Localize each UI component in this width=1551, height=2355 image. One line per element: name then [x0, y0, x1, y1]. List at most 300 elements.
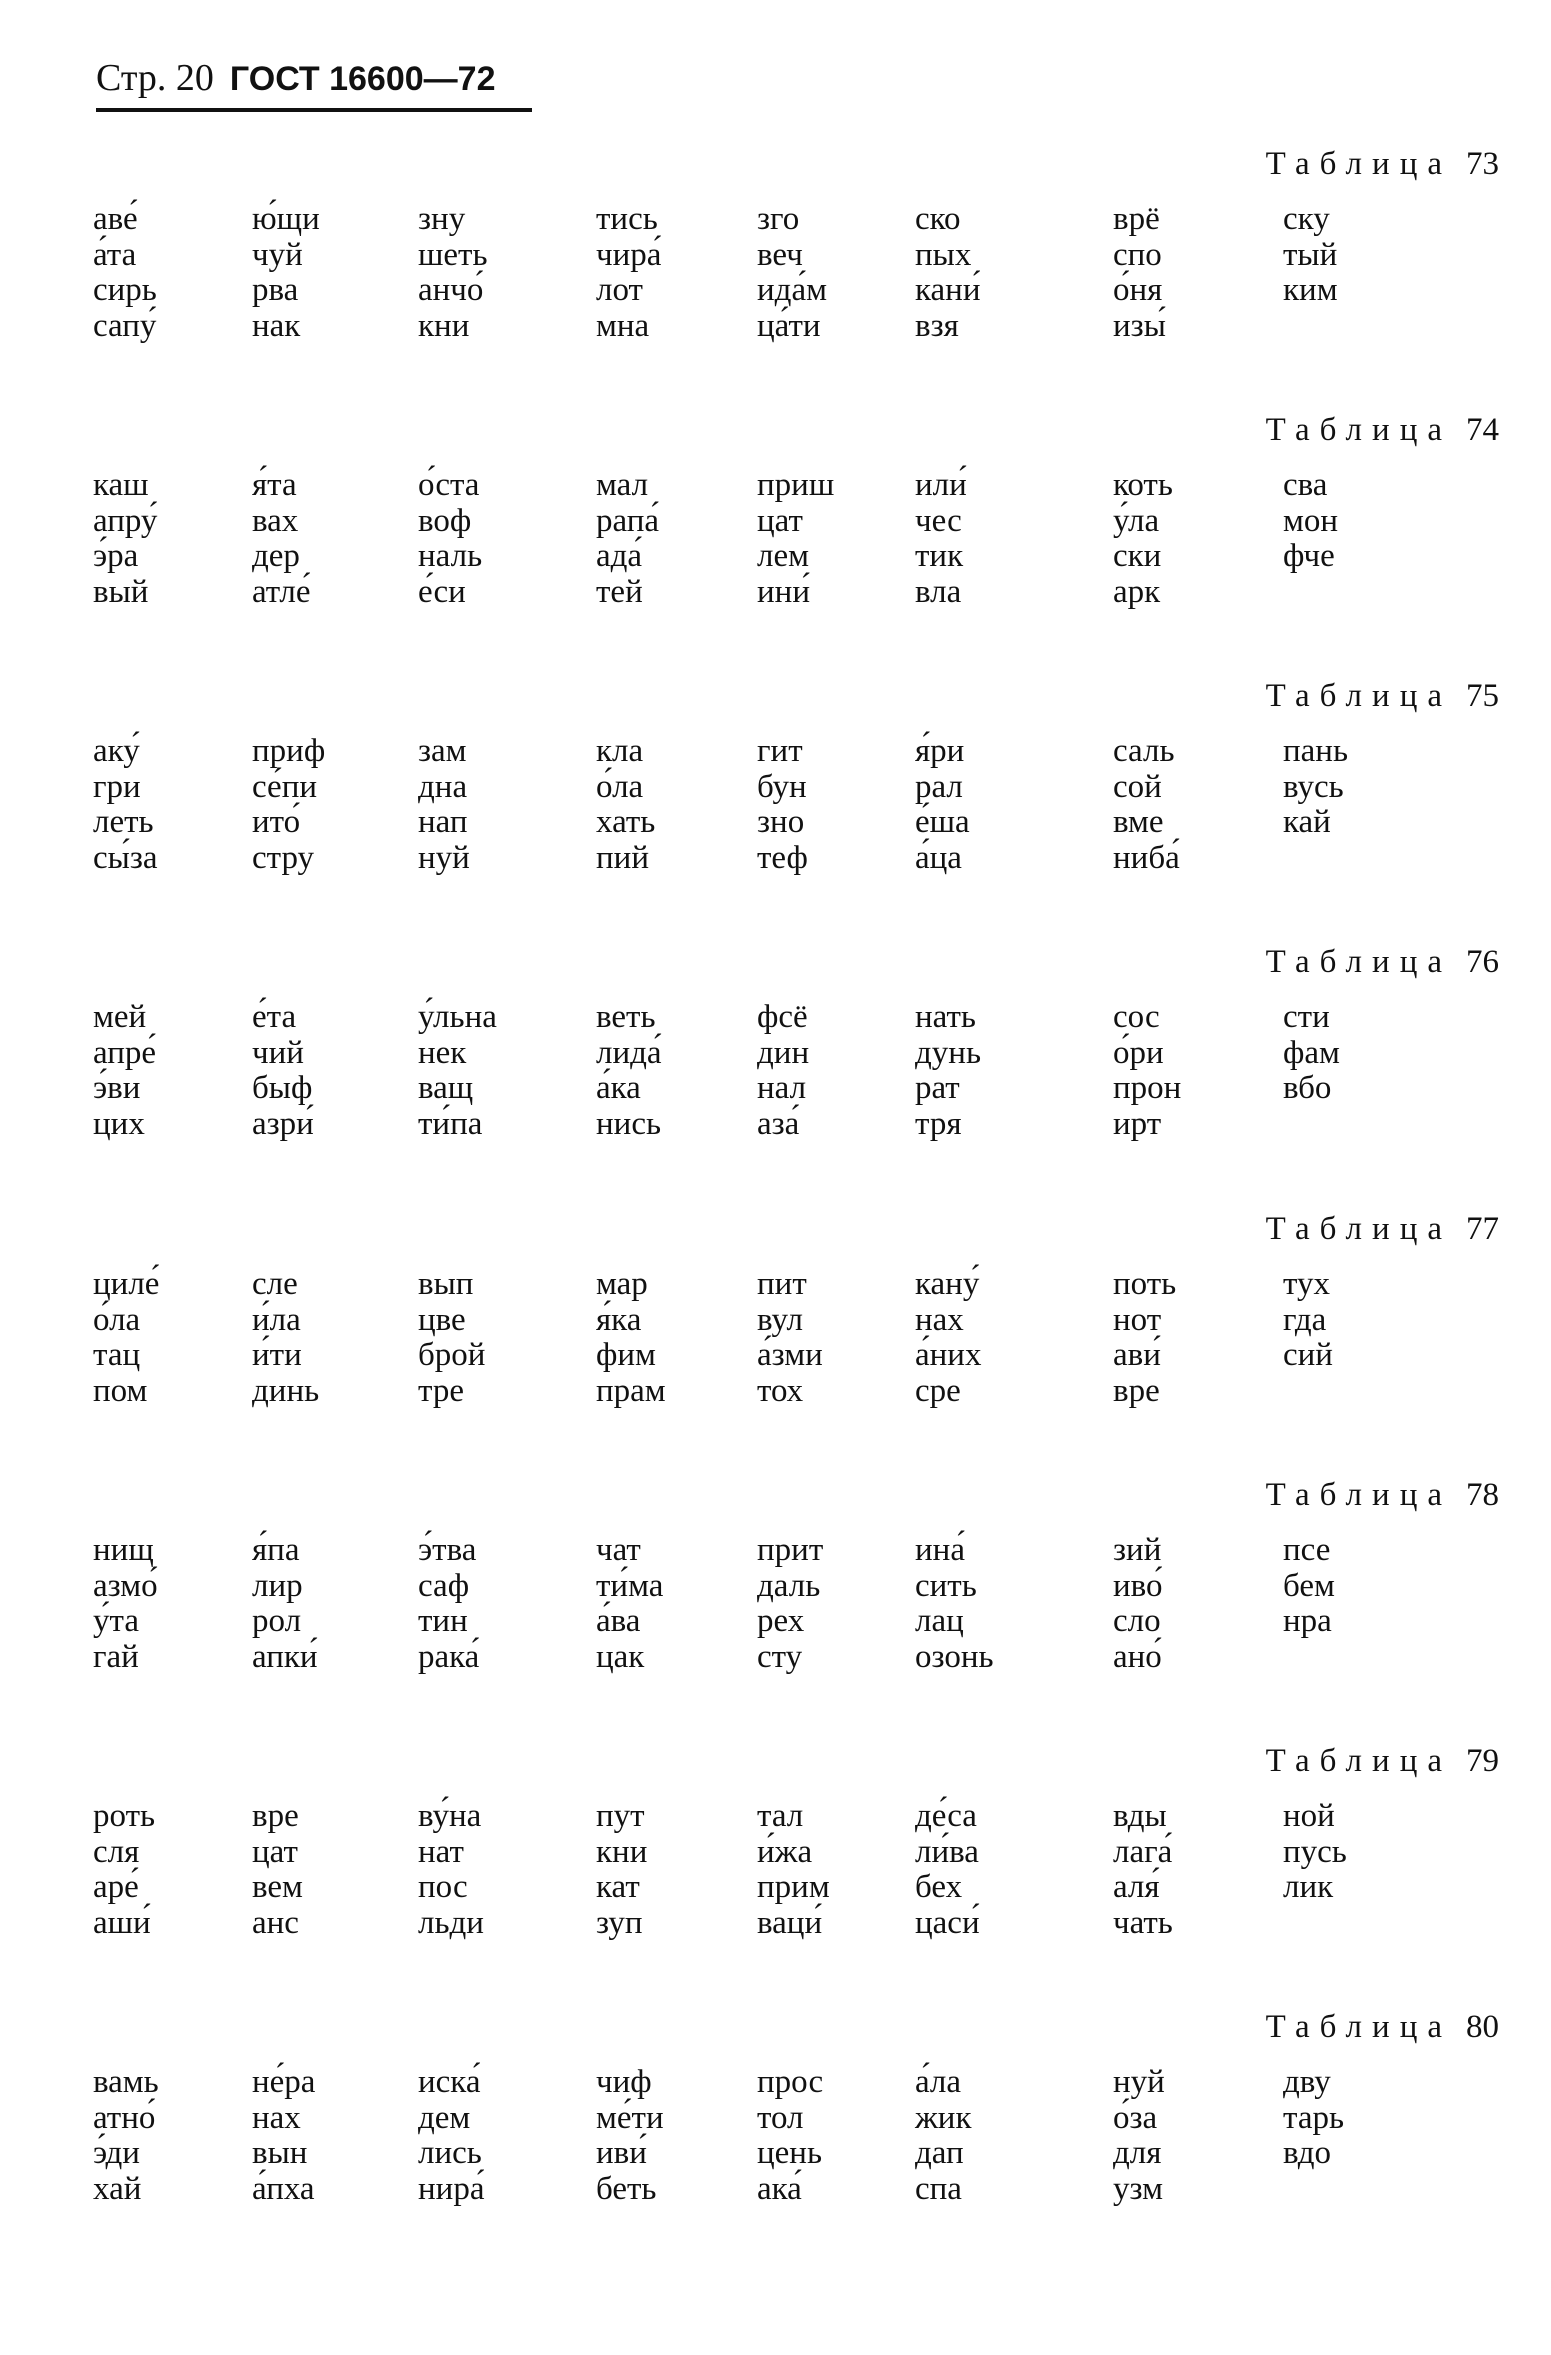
- syllable-cell: зго: [757, 201, 800, 237]
- syllable-cell: я́та: [252, 467, 297, 503]
- syllable-cell: а́зми: [757, 1337, 823, 1373]
- syllable-cell: тря: [915, 1105, 962, 1142]
- syllable-column: [418, 734, 470, 876]
- table-title: [1266, 412, 1499, 449]
- syllable-cell: брой: [418, 1337, 486, 1373]
- syllable-cell: ида́м: [757, 272, 827, 308]
- syllable-cell: у́льна: [418, 999, 497, 1035]
- syllable-cell: фам: [1283, 1034, 1340, 1071]
- syllable-cell: я́ри: [915, 733, 965, 769]
- syllable-cell: сля: [93, 1833, 140, 1870]
- syllable-column: [1283, 468, 1338, 575]
- table-number: 77: [1466, 1211, 1499, 1247]
- syllable-cell: зну: [418, 201, 466, 237]
- syllable-cell: нуй: [418, 839, 470, 876]
- syllable-cell: пос: [418, 1869, 468, 1905]
- syllable-cell: рат: [915, 1070, 960, 1106]
- syllable-cell: псе: [1283, 1532, 1331, 1568]
- syllable-cell: зам: [418, 733, 467, 769]
- syllable-cell: веть: [596, 999, 656, 1035]
- syllable-column: [93, 468, 157, 610]
- syllable-cell: э́тва: [418, 1532, 477, 1568]
- syllable-column: [915, 1533, 994, 1675]
- syllable-cell: а́ца: [915, 839, 962, 876]
- syllable-cell: цих: [93, 1105, 145, 1142]
- syllable-column: [1283, 2065, 1344, 2172]
- syllable-cell: сту: [757, 1638, 803, 1675]
- table-title-word: Таблица: [1265, 1743, 1452, 1779]
- table-number: 80: [1466, 2009, 1499, 2045]
- syllable-cell: циле́: [93, 1266, 160, 1302]
- syllable-column: [252, 1267, 319, 1409]
- syllable-cell: тин: [418, 1603, 468, 1639]
- syllable-cell: беть: [596, 2170, 657, 2207]
- syllable-cell: аши́: [93, 1904, 151, 1941]
- syllable-cell: пий: [596, 839, 649, 876]
- syllable-cell: сти: [1283, 999, 1330, 1035]
- syllable-cell: нищ: [93, 1532, 154, 1568]
- syllable-cell: у́ла: [1113, 502, 1160, 539]
- syllable-cell: сой: [1113, 768, 1162, 805]
- table-number: 76: [1466, 944, 1499, 980]
- syllable-cell: ави́: [1113, 1337, 1161, 1373]
- table-title-word: Таблица: [1265, 1477, 1452, 1513]
- syllable-cell: саль: [1113, 733, 1175, 769]
- syllable-cell: чий: [252, 1034, 304, 1071]
- syllable-cell: для: [1113, 2135, 1162, 2171]
- syllable-cell: леть: [93, 804, 154, 840]
- syllable-cell: кай: [1283, 804, 1331, 840]
- syllable-cell: ме́ти: [596, 2099, 664, 2136]
- syllable-cell: а́них: [915, 1337, 982, 1373]
- syllable-cell: нах: [252, 2099, 301, 2136]
- syllable-cell: мей: [93, 999, 147, 1035]
- syllable-cell: рака́: [418, 1638, 480, 1675]
- syllable-cell: иска́: [418, 2064, 481, 2100]
- syllable-cell: сирь: [93, 272, 157, 308]
- syllable-column: [93, 1267, 159, 1409]
- syllable-cell: де́са: [915, 1798, 977, 1834]
- syllable-cell: ина́: [915, 1532, 965, 1568]
- syllable-cell: пит: [757, 1266, 807, 1302]
- table-number: 79: [1466, 1743, 1499, 1779]
- syllable-cell: нира́: [418, 2170, 485, 2207]
- syllable-cell: ску: [1283, 201, 1330, 237]
- syllable-cell: тик: [915, 538, 964, 574]
- syllable-column: [596, 468, 659, 610]
- syllable-cell: спа: [915, 2170, 962, 2207]
- syllable-cell: кни: [418, 307, 470, 344]
- syllable-column: [757, 734, 808, 876]
- syllable-cell: поть: [1113, 1266, 1177, 1302]
- syllable-cell: вдо: [1283, 2135, 1332, 2171]
- syllable-cell: даль: [757, 1567, 821, 1604]
- syllable-cell: о́ла: [93, 1301, 141, 1338]
- syllable-cell: ти́ма: [596, 1567, 664, 1604]
- syllable-cell: ски: [1113, 538, 1162, 574]
- syllable-cell: наль: [418, 538, 483, 574]
- syllable-cell: коть: [1113, 467, 1173, 503]
- syllable-column: [418, 468, 482, 610]
- syllable-column: [1113, 468, 1173, 610]
- syllable-cell: азмо́: [93, 1567, 158, 1604]
- syllable-column: [252, 1533, 318, 1675]
- syllable-cell: и́жа: [757, 1833, 813, 1870]
- syllable-cell: и́ла: [252, 1301, 301, 1338]
- table-number: 73: [1466, 146, 1499, 182]
- syllable-cell: аку́: [93, 733, 140, 769]
- syllable-column: [252, 1799, 303, 1941]
- syllable-cell: лик: [1283, 1869, 1334, 1905]
- table-title-word: Таблица: [1265, 944, 1452, 980]
- standard-number: ГОСТ 16600—72: [229, 60, 496, 98]
- syllable-cell: иви́: [596, 2135, 647, 2171]
- table-title: [1266, 2009, 1499, 2046]
- syllable-cell: сло: [1113, 1603, 1161, 1639]
- syllable-cell: апре́: [93, 1034, 157, 1071]
- syllable-column: [93, 1799, 155, 1941]
- table-title: [1266, 944, 1499, 981]
- syllable-cell: вды: [1113, 1798, 1167, 1834]
- syllable-column: [418, 202, 488, 344]
- syllable-column: [915, 468, 967, 610]
- syllable-cell: не́ра: [252, 2064, 316, 2100]
- syllable-column: [596, 734, 655, 876]
- table-title: [1266, 1477, 1499, 1514]
- syllable-cell: вла: [915, 573, 962, 610]
- syllable-column: [1113, 2065, 1165, 2207]
- syllable-cell: а́та: [93, 236, 137, 273]
- syllable-cell: лот: [596, 272, 643, 308]
- syllable-cell: веч: [757, 236, 803, 273]
- syllable-cell: ада́: [596, 538, 643, 574]
- syllable-column: [915, 734, 970, 876]
- table-title: [1266, 146, 1499, 183]
- syllable-column: [1113, 1533, 1163, 1675]
- syllable-cell: тей: [596, 573, 643, 610]
- table-title: [1266, 1211, 1499, 1248]
- syllable-cell: пань: [1283, 733, 1349, 769]
- syllable-cell: цат: [757, 502, 803, 539]
- syllable-cell: прит: [757, 1532, 824, 1568]
- syllable-cell: лись: [418, 2135, 482, 2171]
- syllable-cell: прос: [757, 2064, 824, 2100]
- syllable-cell: а́пха: [252, 2170, 315, 2207]
- syllable-cell: атно́: [93, 2099, 156, 2136]
- syllable-cell: рапа́: [596, 502, 660, 539]
- syllable-cell: приш: [757, 467, 835, 503]
- syllable-column: [915, 2065, 972, 2207]
- syllable-cell: врё: [1113, 201, 1160, 237]
- syllable-column: [915, 1799, 980, 1941]
- syllable-cell: прон: [1113, 1070, 1182, 1106]
- syllable-cell: пут: [596, 1798, 645, 1834]
- syllable-column: [1283, 734, 1348, 841]
- table-title: [1266, 678, 1499, 715]
- syllable-cell: вбо: [1283, 1070, 1332, 1106]
- syllable-column: [418, 1799, 484, 1941]
- syllable-cell: ю́щи: [252, 201, 320, 237]
- syllable-cell: каш: [93, 467, 149, 503]
- table-title-word: Таблица: [1265, 1211, 1452, 1247]
- syllable-cell: тац: [93, 1337, 141, 1373]
- syllable-cell: ву́на: [418, 1798, 482, 1834]
- syllable-cell: пусь: [1283, 1833, 1347, 1870]
- syllable-cell: рал: [915, 768, 963, 805]
- table-title-word: Таблица: [1265, 412, 1452, 448]
- syllable-cell: вып: [418, 1266, 474, 1302]
- syllable-cell: узм: [1113, 2170, 1163, 2207]
- syllable-column: [596, 1000, 662, 1142]
- syllable-cell: ца́ти: [757, 307, 821, 344]
- header-rule: [96, 108, 532, 112]
- page-number: Стр. 20: [96, 57, 214, 99]
- syllable-column: [757, 1799, 830, 1941]
- syllable-column: [915, 1267, 981, 1409]
- syllable-column: [252, 1000, 314, 1142]
- syllable-cell: льди: [418, 1904, 484, 1941]
- syllable-column: [93, 1000, 156, 1142]
- syllable-cell: нал: [757, 1070, 807, 1106]
- syllable-cell: мал: [596, 467, 649, 503]
- syllable-cell: тре: [418, 1372, 464, 1409]
- table-title: [1266, 1743, 1499, 1780]
- syllable-cell: лац: [915, 1603, 964, 1639]
- syllable-cell: бун: [757, 768, 807, 805]
- syllable-cell: стру: [252, 839, 315, 876]
- syllable-cell: э́ра: [93, 538, 139, 574]
- syllable-cell: сий: [1283, 1337, 1333, 1373]
- syllable-column: [1113, 734, 1180, 876]
- syllable-cell: гри: [93, 768, 141, 805]
- syllable-cell: приф: [252, 733, 326, 769]
- syllable-column: [596, 1533, 663, 1675]
- syllable-cell: вре: [1113, 1372, 1160, 1409]
- syllable-cell: ким: [1283, 272, 1338, 308]
- syllable-column: [93, 202, 157, 344]
- syllable-cell: а́ка: [596, 1070, 641, 1106]
- syllable-column: [1113, 1799, 1173, 1941]
- syllable-cell: цат: [252, 1833, 298, 1870]
- syllable-cell: о́ла: [596, 768, 644, 805]
- syllable-cell: нот: [1113, 1301, 1162, 1338]
- syllable-cell: кани́: [915, 272, 981, 308]
- syllable-cell: сить: [915, 1567, 977, 1604]
- syllable-cell: хать: [596, 804, 656, 840]
- syllable-cell: вем: [252, 1869, 303, 1905]
- syllable-column: [1283, 1533, 1335, 1640]
- syllable-cell: нать: [915, 999, 976, 1035]
- syllable-cell: гда: [1283, 1301, 1327, 1338]
- syllable-cell: мна: [596, 307, 650, 344]
- syllable-cell: нат: [418, 1833, 464, 1870]
- syllable-column: [1113, 1000, 1181, 1142]
- syllable-cell: чать: [1113, 1904, 1173, 1941]
- syllable-cell: о́за: [1113, 2099, 1158, 2136]
- syllable-cell: изы́: [1113, 307, 1166, 344]
- syllable-cell: вах: [252, 502, 299, 539]
- syllable-column: [757, 2065, 823, 2207]
- syllable-column: [252, 2065, 315, 2207]
- syllable-cell: нах: [915, 1301, 964, 1338]
- syllable-cell: е́си: [418, 573, 466, 610]
- syllable-cell: цак: [596, 1638, 645, 1675]
- syllable-cell: дер: [252, 538, 300, 574]
- syllable-cell: зно: [757, 804, 805, 840]
- syllable-cell: жик: [915, 2099, 972, 2136]
- syllable-cell: ващ: [418, 1070, 474, 1106]
- syllable-cell: мар: [596, 1266, 648, 1302]
- syllable-cell: е́ша: [915, 804, 970, 840]
- syllable-cell: зуп: [596, 1904, 643, 1941]
- syllable-cell: хай: [93, 2170, 142, 2207]
- syllable-cell: и́ти: [252, 1337, 302, 1373]
- syllable-cell: гит: [757, 733, 803, 769]
- syllable-column: [418, 1267, 485, 1409]
- syllable-cell: лир: [252, 1567, 303, 1604]
- syllable-cell: а́ла: [915, 2064, 962, 2100]
- syllable-cell: воф: [418, 502, 472, 539]
- syllable-cell: нап: [418, 804, 468, 840]
- syllable-cell: нак: [252, 307, 301, 344]
- syllable-cell: цве: [418, 1301, 466, 1338]
- table-number: 75: [1466, 678, 1499, 714]
- syllable-cell: о́ри: [1113, 1034, 1164, 1071]
- table-title-word: Таблица: [1265, 678, 1452, 714]
- syllable-cell: аза́: [757, 1105, 800, 1142]
- table-title-word: Таблица: [1265, 2009, 1452, 2045]
- syllable-cell: аре́: [93, 1869, 139, 1905]
- table-title-word: Таблица: [1265, 146, 1452, 182]
- syllable-cell: теф: [757, 839, 808, 876]
- syllable-cell: мон: [1283, 502, 1339, 539]
- syllable-cell: анчо́: [418, 272, 484, 308]
- syllable-cell: сле: [252, 1266, 298, 1302]
- syllable-cell: о́ста: [418, 467, 480, 503]
- syllable-cell: роть: [93, 1798, 156, 1834]
- syllable-cell: фим: [596, 1337, 656, 1373]
- syllable-cell: рва: [252, 272, 299, 308]
- syllable-column: [757, 202, 827, 344]
- syllable-cell: чес: [915, 502, 962, 539]
- syllable-cell: сы́за: [93, 839, 158, 876]
- syllable-cell: ито́: [252, 804, 301, 840]
- syllable-cell: лида́: [596, 1034, 662, 1071]
- syllable-cell: я́па: [252, 1532, 300, 1568]
- syllable-column: [93, 734, 158, 876]
- syllable-column: [1283, 1000, 1340, 1107]
- syllable-cell: тол: [757, 2099, 804, 2136]
- syllable-cell: э́ви: [93, 1070, 141, 1106]
- syllable-cell: нись: [596, 1105, 662, 1142]
- syllable-cell: чиф: [596, 2064, 652, 2100]
- syllable-column: [596, 1799, 647, 1941]
- syllable-column: [418, 1000, 497, 1142]
- syllable-cell: вусь: [1283, 768, 1344, 805]
- syllable-cell: тал: [757, 1798, 804, 1834]
- syllable-cell: аве́: [93, 201, 138, 237]
- syllable-cell: ваци́: [757, 1904, 823, 1941]
- syllable-cell: чира́: [596, 236, 662, 273]
- syllable-cell: цень: [757, 2135, 823, 2171]
- syllable-column: [1283, 1267, 1333, 1374]
- syllable-cell: чуй: [252, 236, 303, 273]
- syllable-cell: чат: [596, 1532, 641, 1568]
- syllable-cell: фсё: [757, 999, 808, 1035]
- syllable-column: [915, 1000, 981, 1142]
- syllable-cell: дап: [915, 2135, 964, 2171]
- syllable-cell: вамь: [93, 2064, 159, 2100]
- syllable-cell: кану́: [915, 1266, 980, 1302]
- syllable-cell: анс: [252, 1904, 299, 1941]
- syllable-column: [757, 1000, 809, 1142]
- syllable-column: [596, 2065, 664, 2207]
- syllable-cell: дунь: [915, 1034, 981, 1071]
- syllable-cell: э́ди: [93, 2135, 140, 2171]
- syllable-column: [252, 734, 325, 876]
- syllable-cell: пых: [915, 236, 972, 273]
- syllable-cell: кла: [596, 733, 644, 769]
- syllable-cell: арк: [1113, 573, 1161, 610]
- syllable-column: [1283, 1799, 1347, 1906]
- table-number: 74: [1466, 412, 1499, 448]
- syllable-cell: вул: [757, 1301, 803, 1338]
- syllable-cell: дин: [757, 1034, 810, 1071]
- syllable-cell: аля́: [1113, 1869, 1160, 1905]
- syllable-cell: дву: [1283, 2064, 1331, 2100]
- syllable-cell: у́та: [93, 1603, 139, 1639]
- syllable-column: [1113, 202, 1166, 344]
- syllable-column: [915, 202, 981, 344]
- syllable-cell: цаси́: [915, 1904, 980, 1941]
- syllable-cell: динь: [252, 1372, 320, 1409]
- syllable-cell: бех: [915, 1869, 963, 1905]
- syllable-cell: ной: [1283, 1798, 1335, 1834]
- syllable-column: [1283, 202, 1338, 309]
- syllable-cell: апру́: [93, 502, 158, 539]
- syllable-cell: азри́: [252, 1105, 314, 1142]
- syllable-cell: лага́: [1113, 1833, 1173, 1870]
- page-header: [96, 56, 495, 100]
- syllable-cell: ско: [915, 201, 961, 237]
- syllable-cell: пом: [93, 1372, 148, 1409]
- syllable-cell: се́пи: [252, 768, 318, 805]
- syllable-column: [596, 202, 661, 344]
- syllable-column: [418, 2065, 484, 2207]
- syllable-cell: ано́: [1113, 1638, 1162, 1675]
- syllable-cell: озонь: [915, 1638, 994, 1675]
- syllable-cell: апки́: [252, 1638, 318, 1675]
- syllable-cell: быф: [252, 1070, 313, 1106]
- syllable-cell: гай: [93, 1638, 139, 1675]
- syllable-cell: рол: [252, 1603, 302, 1639]
- table-number: 78: [1466, 1477, 1499, 1513]
- syllable-cell: бем: [1283, 1567, 1335, 1604]
- syllable-cell: тох: [757, 1372, 804, 1409]
- syllable-cell: фче: [1283, 538, 1335, 574]
- syllable-column: [93, 2065, 159, 2207]
- syllable-cell: а́ва: [596, 1603, 641, 1639]
- syllable-cell: иво́: [1113, 1567, 1163, 1604]
- syllable-column: [757, 1267, 823, 1409]
- syllable-cell: ирт: [1113, 1105, 1162, 1142]
- syllable-cell: шеть: [418, 236, 488, 273]
- syllable-cell: ли́ва: [915, 1833, 979, 1870]
- syllable-cell: тух: [1283, 1266, 1330, 1302]
- syllable-cell: взя: [915, 307, 959, 344]
- syllable-column: [93, 1533, 158, 1675]
- syllable-cell: вый: [93, 573, 149, 610]
